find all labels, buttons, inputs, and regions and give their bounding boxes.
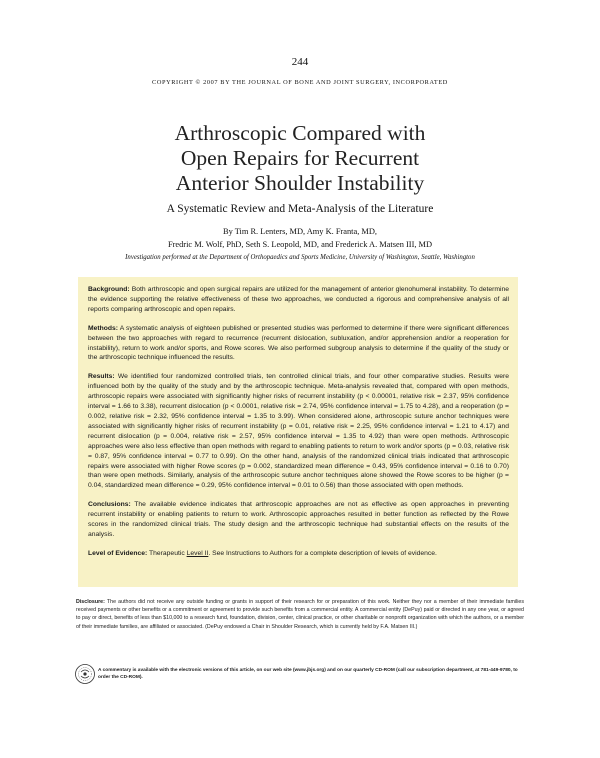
- copyright-line: COPYRIGHT © 2007 BY THE JOURNAL OF BONE AND JOINT SURGERY, INCORPORATED: [152, 79, 448, 86]
- abstract-methods: [88, 324, 509, 364]
- disclosure: [76, 598, 524, 631]
- level-label: Level of Evidence:: [88, 549, 148, 557]
- methods-text: A systematic analysis of eighteen published or presented studies was performed to determine if there were significant differences between the two approaches with regard to recurrence (recurrent dislocation, subluxation, and/or apprehension and/or a reoperation for instability), return to work and/or sports, and Rowe scores. We also performed subgroup analysis to determine if the quality of the study or the arthroscopic technique influenced the results.: [88, 324, 509, 362]
- disclosure-label: Disclosure:: [76, 599, 105, 605]
- article-title: [0, 121, 600, 196]
- level-text-after: . See Instructions to Authors for a complete description of levels of evidence.: [208, 549, 437, 557]
- article-subtitle: A Systematic Review and Meta-Analysis of the Literature: [166, 203, 434, 215]
- page-number: 244: [291, 56, 309, 68]
- methods-label: Methods:: [88, 324, 118, 332]
- abstract-level-of-evidence: [88, 549, 509, 559]
- abstract-box: [78, 277, 518, 587]
- background-label: Background:: [88, 286, 130, 293]
- conclusions-text: The available evidence indicates that arthroscopic approaches are not as effective as open approaches in preventing recurrent instability or enabling patients to return to work. Arthroscopic approaches resulted in better function as reflected by the Rowe scores in the randomized clinical trials. The study design and the arthroscopic technique had substantial effects on the results of the analysis.: [88, 501, 509, 538]
- level-text-before: Therapeutic: [149, 549, 185, 557]
- abstract-results: [88, 372, 509, 491]
- author-list: [0, 225, 600, 251]
- conclusions-label: Conclusions:: [88, 501, 131, 509]
- abstract-background: [88, 285, 509, 315]
- title-line-3: Anterior Shoulder Instability: [175, 171, 425, 195]
- authors-line-1: By Tim R. Lenters, MD, Amy K. Franta, MD,: [222, 227, 378, 236]
- commentary-text: A commentary is available with the electronic versions of this article, on our web site (www.jbjs.org) and on our quarterly CD-ROM (call our subscription department, at 781-449-9780, to order the CD-ROM).: [98, 668, 518, 681]
- abstract-conclusions: [88, 500, 509, 540]
- level-of-evidence-link[interactable]: Level II: [186, 549, 209, 557]
- title-line-2: Open Repairs for Recurrent: [180, 146, 420, 170]
- results-text: We identified four randomized controlled trials, ten controlled clinical trials, and four other comparative studies. Results were influenced both by the quality of the study and by the arthroscopic technique. Meta-analysis revealed that, compared with open methods, arthroscopic repairs were associated with significantly higher risks of recurrent instability (p < 0.00001, relative risk = 2.37, 95% confidence interval = 1.66 to 3.38), recurrent dislocation (p < 0.0001, relative risk = 2.74, 95% confidence interval = 1.75 to 4.28), and a reoperation (p = 0.002, relative risk = 2.32, 95% confidence interval = 1.35 to 3.99). When considered alone, arthroscopic suture anchor techniques were associated with significantly higher risks of recurrent instability (p = 0.01, relative risk = 2.25, 95% confidence interval = 1.21 to 4.17) and recurrent dislocation (p = 0.004, relative risk = 2.57, 95% confidence interval = 1.35 to 4.92) than were open methods. Arthroscopic approaches were also less effective than open methods with regard to enabling patients to return to work and/or sports (p = 0.03, relative risk = 0.87, 95% confidence interval = 0.77 to 0.99). On the other hand, analysis of the randomized clinical trials indicated that arthroscopic repairs were associated with higher Rowe scores (p = 0.002, standardized mean difference = 0.43, 95% confidence interval = 0.16 to 0.70) than were open methods. Similarly, analysis of the arthroscopic suture anchor techniques alone showed the Rowe scores to be higher (p = 0.04, standardized mean difference = 0.29, 95% confidence interval = 0.01 to 0.56) than those associated with open methods.: [88, 373, 509, 490]
- disclosure-text: The authors did not receive any outside funding or grants in support of their research for or preparation of this work. Neither they nor a member of their immediate families received payments or other benefits or a commitment or agreement to provide such benefits from a commercial entity. A commercial entity (DePuy) paid or directed in any one year, or agreed to pay or direct, benefits of less than $10,000 to a research fund, foundation, division, center, clinical practice, or other charitable or nonprofit organization with which the authors, or a member of their immediate families, are affiliated or associated. (DePuy endowed a Chair in Shoulder Research, which is currently held by F.A. Matsen III.): [76, 599, 524, 630]
- commentary-note: [74, 663, 524, 687]
- title-line-1: Arthroscopic Compared with: [174, 121, 426, 145]
- background-text: Both arthroscopic and open surgical repairs are utilized for the management of anterior glenohumeral instability. To determine the evidence supporting the relative effectiveness of these two approaches, we conducted a rigorous and comprehensive analysis of all reports comparing arthroscopic and open repairs.: [88, 286, 509, 313]
- results-label: Results:: [88, 373, 115, 381]
- investigation-site: Investigation performed at the Department of Orthopaedics and Sports Medicine, University of Washington, Seattle, Washington: [125, 254, 475, 261]
- authors-line-2: Fredric M. Wolf, PhD, Seth S. Leopold, MD, and Frederick A. Matsen III, MD: [167, 240, 433, 249]
- commentary-logo-icon: [74, 663, 96, 685]
